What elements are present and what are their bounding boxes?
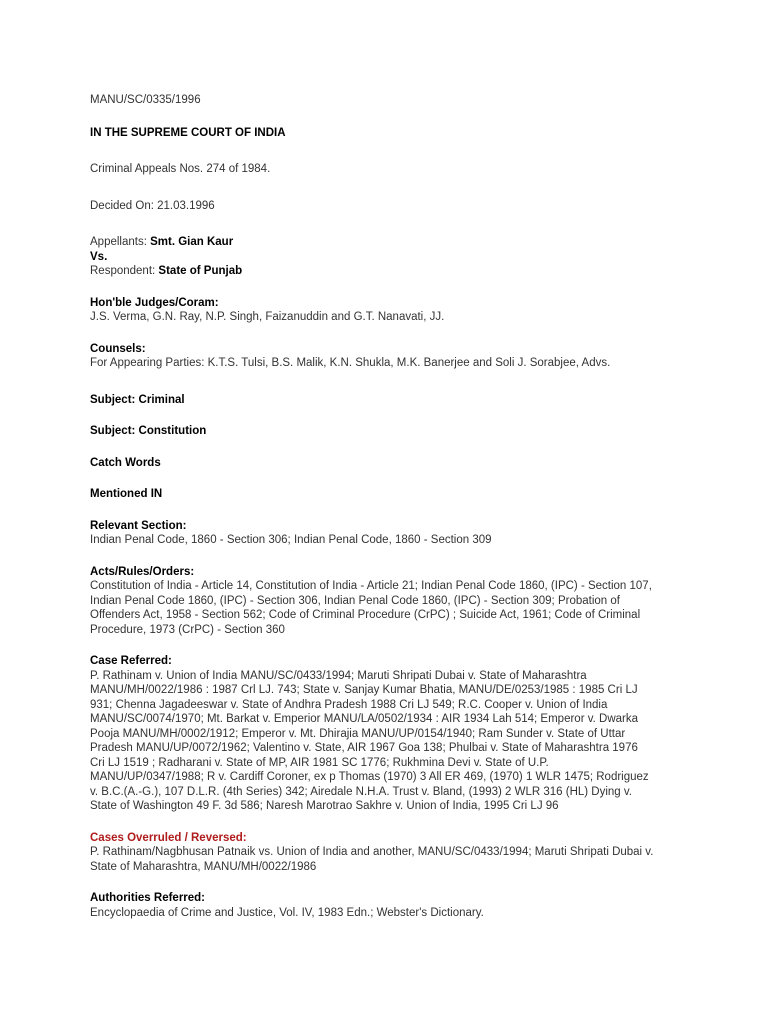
document-page xyxy=(90,93,690,920)
counsels-heading: Counsels: xyxy=(90,342,146,355)
acts-line: Indian Penal Code 1860, (IPC) - Section 306, Indian Penal Code 1860, (IPC) - Section 309; Probation of xyxy=(90,594,620,607)
case-referred-line: State of Washington 49 F. 3d 586; Naresh Marotrao Sakhre v. Union of India, 1995 Cri LJ 96 xyxy=(90,800,559,812)
case-referred-line: Pooja MANU/MH/0002/1912; Emperor v. Mt. Dhirajia MANU/UP/0154/1940; Ram Sunder v. State of Uttar xyxy=(90,727,626,740)
overruled-heading: Cases Overruled / Reversed: xyxy=(90,831,247,844)
case-referred-line: v. B.C.(A.-G.), 107 D.L.R. (4th Series) 342; Airedale N.H.A. Trust v. Bland, (1993) 2 WLR 316 (HL) Dying v. xyxy=(90,785,632,798)
authorities-heading: Authorities Referred: xyxy=(90,892,206,904)
subject-constitution: Subject: Constitution xyxy=(90,425,207,437)
appellants-name: Smt. Gian Kaur xyxy=(150,236,234,248)
parties-section xyxy=(90,235,690,279)
mentioned-in-heading: Mentioned IN xyxy=(90,488,163,500)
counsels-text: For Appearing Parties: K.T.S. Tulsi, B.S. Malik, K.N. Shukla, M.K. Banerjee and Soli J. Sorabjee, Advs. xyxy=(90,357,611,369)
judges-text: J.S. Verma, G.N. Ray, N.P. Singh, Faizanuddin and G.T. Nanavati, JJ. xyxy=(90,311,445,323)
acts-line: Procedure, 1973 (CrPC) - Section 360 xyxy=(90,623,285,636)
respondent-label: Respondent: xyxy=(90,265,159,277)
case-referred-line: MANU/UP/0347/1988; R v. Cardiff Coroner, ex p Thomas (1970) 3 All ER 469, (1970) 1 WLR 1475; Rodriguez xyxy=(90,771,649,783)
relevant-text: Indian Penal Code, 1860 - Section 306; Indian Penal Code, 1860 - Section 309 xyxy=(90,534,492,546)
case-referred-line: Cri LJ 1519 ; Radharani v. State of MP, AIR 1981 SC 1776; Rukhmina Devi v. State of U.P. xyxy=(90,756,549,769)
authorities-text: Encyclopaedia of Crime and Justice, Vol. IV, 1983 Edn.; Webster's Dictionary. xyxy=(90,906,484,919)
counsels-section xyxy=(90,342,690,371)
subject-criminal: Subject: Criminal xyxy=(90,393,185,406)
relevant-heading: Relevant Section: xyxy=(90,519,187,532)
judges-section xyxy=(90,296,690,325)
overruled-line: P. Rathinam/Nagbhusan Patnaik vs. Union of India and another, MANU/SC/0433/1994; Maruti Shripati Dubai v. xyxy=(90,846,654,858)
decision-date: Decided On: 21.03.1996 xyxy=(90,199,215,212)
acts-section xyxy=(90,565,690,638)
acts-line: Constitution of India - Article 14, Constitution of India - Article 21; Indian Penal Code 1860, (IPC) - Section 107, xyxy=(90,580,652,592)
manu-reference: MANU/SC/0335/1996 xyxy=(90,94,201,106)
appeal-number: Criminal Appeals Nos. 274 of 1984. xyxy=(90,163,271,175)
case-referred-heading: Case Referred: xyxy=(90,655,172,667)
case-referred-line: MANU/MH/0022/1986 : 1987 Crl LJ. 743; State v. Sanjay Kumar Bhatia, MANU/DE/0253/1985 : 1985 Cri LJ xyxy=(90,684,638,696)
case-referred-line: 931; Chenna Jagadeeswar v. State of Andhra Pradesh 1988 Cri LJ 549; R.C. Cooper v. Union of India xyxy=(90,698,608,711)
judges-heading: Hon'ble Judges/Coram: xyxy=(90,296,219,309)
authorities-section xyxy=(90,891,690,920)
respondent-name: State of Punjab xyxy=(158,265,243,277)
case-referred-line: Pradesh MANU/UP/0072/1962; Valentino v. State, AIR 1967 Goa 138; Phulbai v. State of Maharashtra 1976 xyxy=(90,742,638,754)
respondent-line xyxy=(90,264,690,279)
acts-heading: Acts/Rules/Orders: xyxy=(90,565,195,578)
appellants-label: Appellants: xyxy=(90,236,151,248)
appellants-line xyxy=(90,235,690,250)
acts-line: Offenders Act, 1958 - Section 562; Code of Criminal Procedure (CrPC) ; Suicide Act, 1961; Code of Criminal xyxy=(90,609,641,621)
versus-label: Vs. xyxy=(90,250,108,263)
overruled-section xyxy=(90,831,690,875)
case-referred-section xyxy=(90,654,690,814)
catch-words-heading: Catch Words xyxy=(90,456,161,469)
overruled-line: State of Maharashtra, MANU/MH/0022/1986 xyxy=(90,860,317,873)
case-referred-line: MANU/SC/0074/1970; Mt. Barkat v. Emperior MANU/LA/0502/1934 : AIR 1934 Lah 514; Emperor v. Dwarka xyxy=(90,713,638,725)
relevant-section xyxy=(90,519,690,548)
court-title: IN THE SUPREME COURT OF INDIA xyxy=(90,126,286,139)
case-referred-line: P. Rathinam v. Union of India MANU/SC/0433/1994; Maruti Shripati Dubai v. State of Maharashtra xyxy=(90,669,587,682)
